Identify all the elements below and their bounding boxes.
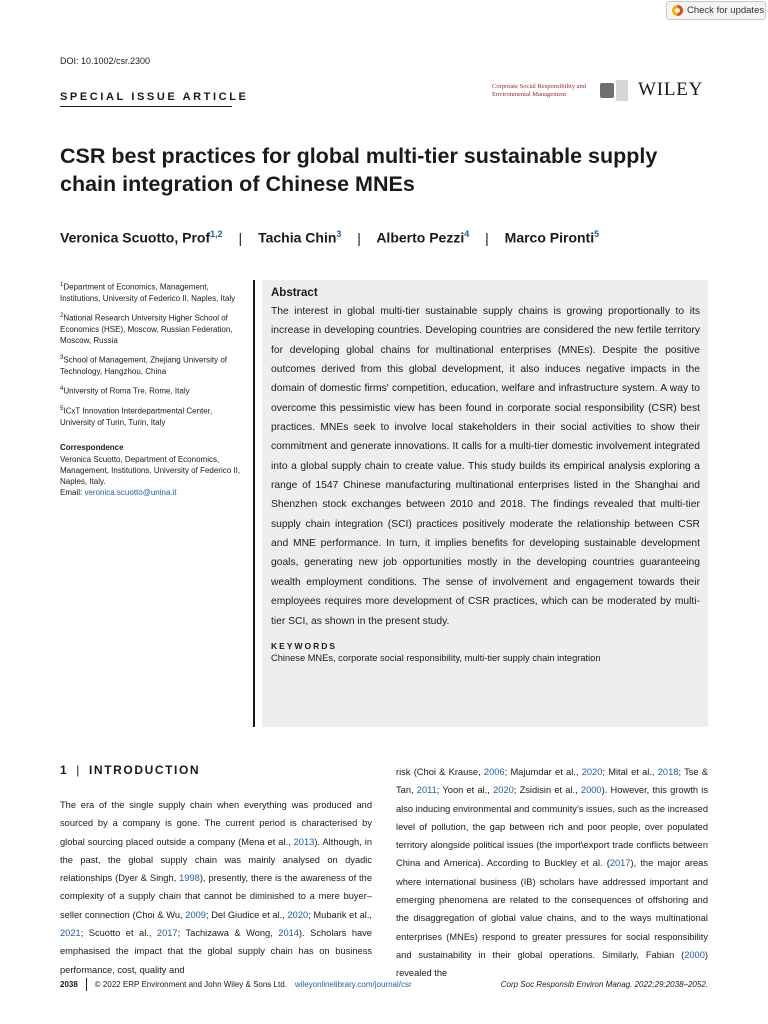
affiliation-item: [60, 404, 245, 428]
check-for-updates-label: Check for updates: [687, 5, 765, 16]
affiliation-text: University of Roma Tre, Rome, Italy: [63, 387, 190, 397]
affiliation-number: 1: [60, 282, 64, 288]
check-for-updates-button[interactable]: [666, 1, 766, 20]
section-underline: [60, 106, 232, 107]
article-title: CSR best practices for global multi-tier sustainable supply chain integration of Chinese MNEs: [60, 144, 658, 196]
citation-year-link[interactable]: 2020: [493, 785, 514, 796]
affiliation-number: 3: [60, 355, 64, 362]
author-affiliation-marker[interactable]: 4: [464, 229, 470, 239]
section-title: INTRODUCTION: [89, 763, 201, 777]
author-separator: |: [238, 229, 243, 246]
citation-year-link[interactable]: 2013: [293, 836, 315, 847]
copyright: © 2022 ERP Environment and John Wiley & Sons Ltd.: [94, 980, 287, 989]
correspondence-heading: Correspondence: [60, 443, 124, 453]
author-affiliation-marker[interactable]: 3: [336, 229, 342, 239]
abstract-panel: [262, 280, 708, 727]
citation-year-link[interactable]: 1998: [179, 873, 200, 884]
keywords-heading: KEYWORDS: [271, 640, 338, 651]
affiliation-item: [60, 280, 245, 304]
journal-citation: Corp Soc Responsib Environ Manag. 2022;29:2038–2052.: [500, 980, 708, 989]
author-list: [60, 229, 599, 246]
email-link[interactable]: veronica.scuotto@unina.it: [84, 488, 177, 498]
affiliation-text: ICxT Innovation Interdepartmental Center, University of Turin, Turin, Italy: [60, 406, 213, 428]
affiliation-item: [60, 384, 245, 397]
intro-column-right: risk (Choi & Krause, 2006; Majumdar et al., 2020; Mital et al., 2018; Tse & Tan, 2011; Yoon et al., 2020; Zsidisin et al., 2000). However, this growth is also inducing environmental and community's issues, such as the increased level of pollution, the gap between rich and poor people, over populated territory alongside political issues (the import\export trade conflicts between China and America). According to Buckley et al. (2017), the major areas where international business (IB) scholars have addressed important and emerging phenomena are related to the consequences of offshoring and the disaggregation of global value chains, and to the ways multinational enterprises (MNEs) respond to greater pressures for social responsibility and sustainability in their global operations. Similarly, Fabian (2000) revealed the: [396, 767, 709, 979]
citation-year-link[interactable]: 2020: [287, 909, 309, 920]
author-affiliation-marker[interactable]: 5: [594, 229, 600, 239]
abstract-text: The interest in global multi-tier sustainable supply chains is growing proportionally to its increase in developing countries. Developing countries are considered the new fertile territory for developing global chains for multinational enterprises (MNEs). Despite the positive outcomes derived from this global development, it also induces negative impacts in the domain of domestic firms' competition, education, welfare and infrastructure system. A way to overcome this pessimistic view has been found in corporate social responsibility (CSR) best practices. MNEs seek to involve local stakeholders in their social activities to show their commitment and generate innovations. It calls for a multi-tier domestic involvement integrated into a global supply chain to create value. This study builds its empirical analysis exploring a range of 1547 Chinese manufacturing multinational enterprises listed in the Shanghai and Shenzhen stock exchanges between 2010 and 2018. The findings revealed that multi-tier supply chain integration (SCI) practices positively moderate the relationship between CSR and MNE performance. In turn, it implies benefits for developing sustainable development goals, generating new job opportunities mostly in the developing countries guaranteeing wealth employment conditions. The sense of involvement and engagement towards their employees requires more development of CSR practices, which can be moderated by multi-tier SCI, as shown in the present study.: [271, 306, 700, 627]
page-footer: [60, 978, 708, 991]
section-tag: SPECIAL ISSUE ARTICLE: [60, 91, 249, 103]
author-affiliation-marker[interactable]: 1,2: [210, 229, 223, 239]
citation-year-link[interactable]: 2014: [278, 928, 299, 939]
intro-column-left: The era of the single supply chain when everything was produced and sourced by a company is gone. The current period is characterised by global sourcing placed outside a company (Mena et al., 2013). Although, in the past, the global supply chain was mainly analysed on dyadic relationships (Dyer & Singh, 1998), presently, there is the awareness of the complexity of a supply chain that cannot be diminished to a mere buyer–seller connection (Choi & Wu, 2009; Del Giudice et al., 2020; Mubarik et al., 2021; Scuotto et al., 2017; Tachizawa & Wong, 2014). Scholars have emphasised the impact that the global supply chain has on business performance, cost, quality and: [60, 800, 372, 975]
abstract-heading: Abstract: [271, 287, 318, 299]
citation-year-link[interactable]: 2000: [684, 949, 705, 960]
affiliations-column: [60, 280, 245, 498]
citation-year-link[interactable]: 2018: [657, 767, 679, 777]
column-divider: [253, 280, 255, 727]
author-name: Veronica Scuotto, Prof: [60, 229, 211, 246]
journal-banner-text: Corporate Social Responsibility and Environmental Management: [492, 83, 587, 98]
affiliation-text: National Research University Higher School of Economics (HSE), Moscow, Russian Federation, Moscow, Russia: [60, 313, 233, 346]
publisher-logo: WILEY: [638, 79, 704, 100]
footer-divider: [86, 978, 87, 991]
citation-year-link[interactable]: 2006: [483, 767, 505, 777]
affiliation-number: 4: [60, 386, 64, 393]
journal-banner-logo: [492, 80, 628, 101]
section-heading: [60, 763, 200, 777]
affiliation-number: 5: [60, 406, 64, 413]
author-name: Alberto Pezzi: [376, 229, 465, 246]
citation-year-link[interactable]: 2021: [60, 928, 81, 939]
doi: DOI: 10.1002/csr.2300: [60, 56, 151, 66]
citation-year-link[interactable]: 2017: [609, 858, 631, 869]
page-number: 2038: [60, 980, 78, 989]
email-label: Email:: [60, 488, 85, 498]
citation-year-link[interactable]: 2000: [580, 785, 602, 796]
affiliation-text: School of Management, Zhejiang University of Technology, Hangzhou, China: [60, 355, 227, 377]
affiliation-item: [60, 353, 245, 377]
author-separator: |: [357, 229, 361, 246]
author-name: Marco Pironti: [504, 229, 595, 246]
affiliation-item: [60, 311, 245, 346]
affiliation-number: 2: [60, 313, 64, 320]
author-separator: |: [485, 229, 489, 246]
citation-year-link[interactable]: 2009: [185, 909, 206, 920]
section-number: 1: [60, 763, 69, 777]
journal-banner-strip: [616, 80, 628, 101]
journal-url-link[interactable]: wileyonlinelibrary.com/journal/csr: [294, 980, 412, 989]
section-separator: |: [76, 763, 81, 777]
citation-year-link[interactable]: 2011: [416, 785, 437, 796]
correspondence-email-line: [60, 487, 245, 498]
citation-year-link[interactable]: 2020: [581, 767, 603, 777]
citation-year-link[interactable]: 2017: [156, 928, 178, 939]
author-name: Tachia Chin: [258, 229, 337, 246]
affiliation-text: Department of Economics, Management, Institutions, University of Federico II, Naples, Italy: [60, 282, 236, 303]
journal-banner-image: [600, 83, 614, 98]
correspondence-text: Veronica Scuotto, Department of Economics, Management, Institutions, University of Federico II, Naples, Italy.: [60, 454, 241, 486]
keywords-text: Chinese MNEs, corporate social responsibility, multi-tier supply chain integration: [271, 652, 601, 663]
crossmark-icon: [672, 5, 683, 16]
